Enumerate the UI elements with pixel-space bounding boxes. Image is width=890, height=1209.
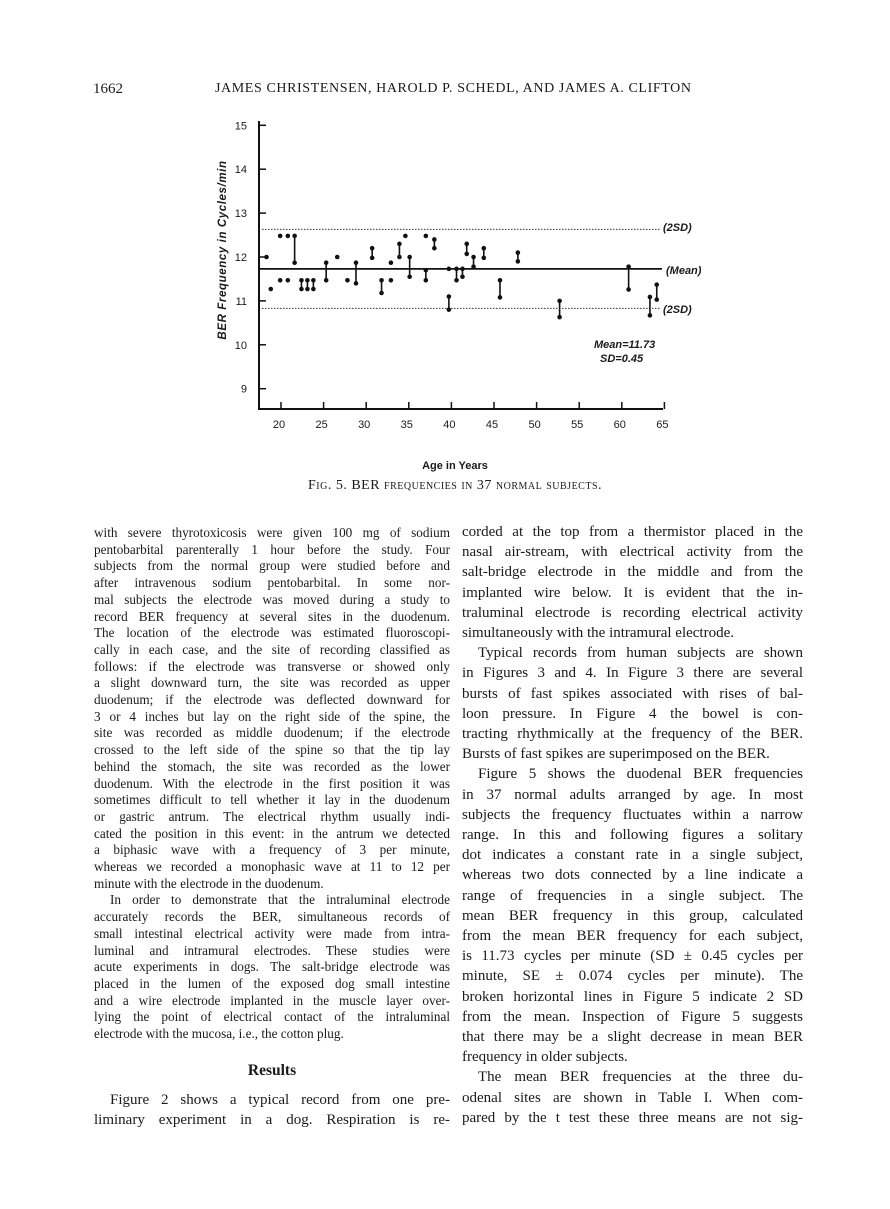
text-line: crossed to the left side of the spine so that the tip lay [94,742,450,758]
text-line: The location of the electrode was estimated fluoroscopi- [94,625,450,641]
text-line: corded at the top from a thermistor placed in the [462,524,803,540]
data-point [498,278,503,283]
text-line: Figure 5 shows the duodenal BER frequencies [478,766,803,783]
data-point [432,237,437,242]
text-line: minute with the electrode in the duodenum. [94,875,324,891]
x-axis-label: Age in Years [422,460,488,472]
text-line: simultaneously with the intramural electrode. [462,625,735,642]
text-line: whereas we recorded a monophasic wave at 11 to 12 per [94,859,450,875]
data-point [335,255,340,260]
x-tick-label: 35 [400,419,413,431]
mean-line-label: (Mean) [666,265,702,277]
text-line: in 37 normal adults arranged by age. In most [462,786,803,803]
text-line: The mean BER frequencies at the three du- [478,1069,803,1086]
text-line: behind the stomach, the site was recorded as the lower [94,758,450,774]
data-point [407,274,412,279]
text-line: range. In this and following figures a solitary [462,827,803,844]
upper-2sd-label: (2SD) [663,222,692,234]
y-tick-label: 9 [240,383,247,396]
data-point [389,278,394,283]
data-point [557,315,562,320]
text-line: odenal sites are shown in Table I. When com- [462,1089,803,1106]
text-line: in Figures 3 and 4. In Figure 3 there are several [462,665,803,682]
y-tick-label: 15 [234,120,247,133]
data-point [654,297,659,302]
text-line: minute, SE ± 0.074 cycles per minute). The [462,968,803,985]
mean-annotation: Mean=11.73 [594,339,656,351]
sd-annotation: SD=0.45 [600,353,644,365]
text-line: or gastric antrum. The electrical rhythm usually indi- [94,808,450,824]
data-point [447,294,452,299]
data-point [648,295,653,300]
data-point [389,260,394,265]
text-line: cated the position in this event: in the antrum we detected [94,825,450,841]
data-point [286,234,291,239]
data-point [424,268,429,273]
x-tick-label: 40 [443,419,456,431]
data-point [481,256,486,261]
text-line: a biphasic wave with a frequency of 3 per minute, [94,842,450,858]
data-point [305,278,310,283]
data-point [379,291,384,296]
page-number: 1662 [93,81,123,97]
data-point [626,264,631,269]
data-point [481,246,486,251]
text-line: with severe thyrotoxicosis were given 100 mg of sodium [94,525,450,540]
data-point [454,278,459,283]
data-point [498,295,503,300]
lower-2sd-label: (2SD) [663,304,692,316]
text-line: lying the point of electrical contact of the intraluminal [94,1009,450,1025]
data-point [305,287,310,292]
text-line: salt-bridge electrode in the middle and from the [462,564,803,581]
chart-axes [235,120,669,431]
text-line: dot indicates a constant rate in a single subject, [462,847,803,864]
y-tick-label: 11 [235,295,247,308]
figure-caption: Fig. 5. BER frequencies in 37 normal subjects. [307,478,603,493]
data-point [370,256,375,261]
x-tick-label: 55 [571,419,584,431]
data-point [516,250,521,255]
text-line: follows: if the electrode was transverse or showed only [94,658,450,674]
text-line: record BER frequency at several sites in the duodenum. [94,608,450,624]
text-line: and a wire electrode implanted in the muscle layer over- [94,992,450,1008]
data-point [397,255,402,260]
data-point [432,246,437,251]
text-line: acute experiments in dogs. The salt-bridge electrode was [94,959,450,975]
text-line: after intravenous sodium pentobarbital. In some nor- [94,575,450,591]
data-point [403,234,408,239]
data-point [354,260,359,265]
text-line: pared by the t test these three means are not sig- [462,1109,803,1126]
data-point [268,287,273,292]
data-point [292,234,297,239]
text-line: site was recorded as middle duodenum; if the electrode [94,725,450,741]
data-point [354,281,359,286]
data-point [264,255,269,260]
data-point [286,278,291,283]
y-tick-label: 14 [234,164,247,177]
text-line: Figure 2 shows a typical record from one pre- [110,1092,450,1108]
text-line: Bursts of fast spikes are superimposed on the BER. [462,746,770,763]
text-line: luminal and intramural electrodes. These studies were [94,942,450,958]
text-line: bursts of fast spikes associated with rises of bal- [462,685,803,702]
text-line: loon pressure. In Figure 4 the bowel is con- [462,705,803,722]
text-line: a slight downward turn, the site was recorded as upper [94,675,450,691]
data-point [345,278,350,283]
text-line: is 11.73 cycles per minute (SD ± 0.45 cycles per [462,948,803,965]
text-line: mal subjects the electrode was moved during a study to [94,591,450,607]
y-tick-label: 10 [234,339,247,352]
data-point [648,313,653,318]
text-line: broken horizontal lines in Figure 5 indicate 2 SD [462,988,803,1005]
data-point [460,274,465,279]
data-point [292,260,297,265]
text-line: frequency in older subjects. [462,1049,628,1066]
text-line: nasal air-stream, with electrical activity from the [462,544,803,561]
data-point [407,255,412,260]
text-line: In order to demonstrate that the intraluminal electrode [110,892,450,908]
data-point [516,259,521,264]
text-line: sometimes difficult to tell whether it lay in the duodenum [94,792,450,808]
data-point [464,252,469,257]
data-point [471,264,476,269]
data-point [447,307,452,312]
data-point [424,278,429,283]
data-point [324,260,329,265]
text-line: range of frequencies in a single subject. The [462,887,803,904]
data-point [397,242,402,247]
data-point [626,287,631,292]
text-line: traluminal electrode is recording electrical activity [462,604,803,621]
x-tick-label: 60 [613,419,626,431]
text-line: implanted wire below. It is evident that the in- [462,584,803,601]
data-point [370,246,375,251]
data-point [324,278,329,283]
results-text [94,1090,450,1130]
text-line: subjects the frequency fluctuates within a narrow [462,806,803,823]
text-line: mean BER frequency in this group, calculated [462,907,803,924]
text-line: placed in the lumen of the exposed dog small intestine [94,975,450,991]
data-point [454,267,459,272]
x-tick-label: 20 [272,419,286,431]
text-line: accurately records the BER, simultaneous records of [94,909,450,925]
right-column-text [462,522,803,1128]
data-point [299,287,304,292]
data-point [299,278,304,283]
text-line: that there may be a slight decrease in mean BER [462,1029,803,1046]
data-point [557,299,562,304]
data-point [278,234,283,239]
text-line: from the mean BER frequency for each subject, [462,928,803,945]
text-line: whereas two dots connected by a line indicate a [462,867,803,884]
x-tick-label: 30 [358,419,371,431]
text-line: duodenum; if the electrode was deflected downward for [94,692,450,708]
text-line: liminary experiment in a dog. Respiration is re- [94,1112,450,1129]
text-line: duodenum. With the electrode in the first position it was [94,775,450,791]
ber-frequency-chart [0,0,890,500]
y-tick-label: 13 [234,208,247,221]
data-point [278,278,283,283]
data-point [447,267,452,272]
data-marks [264,234,659,320]
text-line: tracting rhythmically at the frequency of the BER. [462,726,803,743]
text-line: from the mean. Inspection of Figure 5 suggests [462,1008,803,1025]
y-tick-label: 12 [234,252,247,264]
x-tick-label: 65 [656,419,669,431]
x-tick-label: 45 [485,419,499,431]
text-line: electrode with the mucosa, i.e., the cotton plug. [94,1026,344,1042]
x-tick-label: 25 [315,419,328,431]
text-line: cally in each case, and the site of recording classified as [94,641,450,657]
text-line: pentobarbital parenterally 1 hour before the study. Four [94,541,450,557]
data-point [424,234,429,239]
text-line: 3 or 4 inches but lay on the right side of the spine, the [94,708,450,724]
y-axis-label: BER Frequency in Cycles/min [217,160,229,340]
data-point [460,267,465,272]
data-point [379,278,384,283]
text-line: subjects from the normal group were studied before and [94,558,450,574]
x-tick-label: 50 [528,419,541,431]
data-point [311,287,316,292]
text-line: Typical records from human subjects are shown [478,645,803,662]
data-point [311,278,316,283]
data-point [464,242,469,247]
left-column-text [94,525,450,1043]
text-line: small intestinal electrical activity were made from intra- [94,925,450,941]
running-head-authors: JAMES CHRISTENSEN, HAROLD P. SCHEDL, AND JAMES A. CLIFTON [215,81,692,96]
data-point [654,282,659,287]
data-point [471,255,476,260]
results-heading: Results [247,1062,297,1079]
